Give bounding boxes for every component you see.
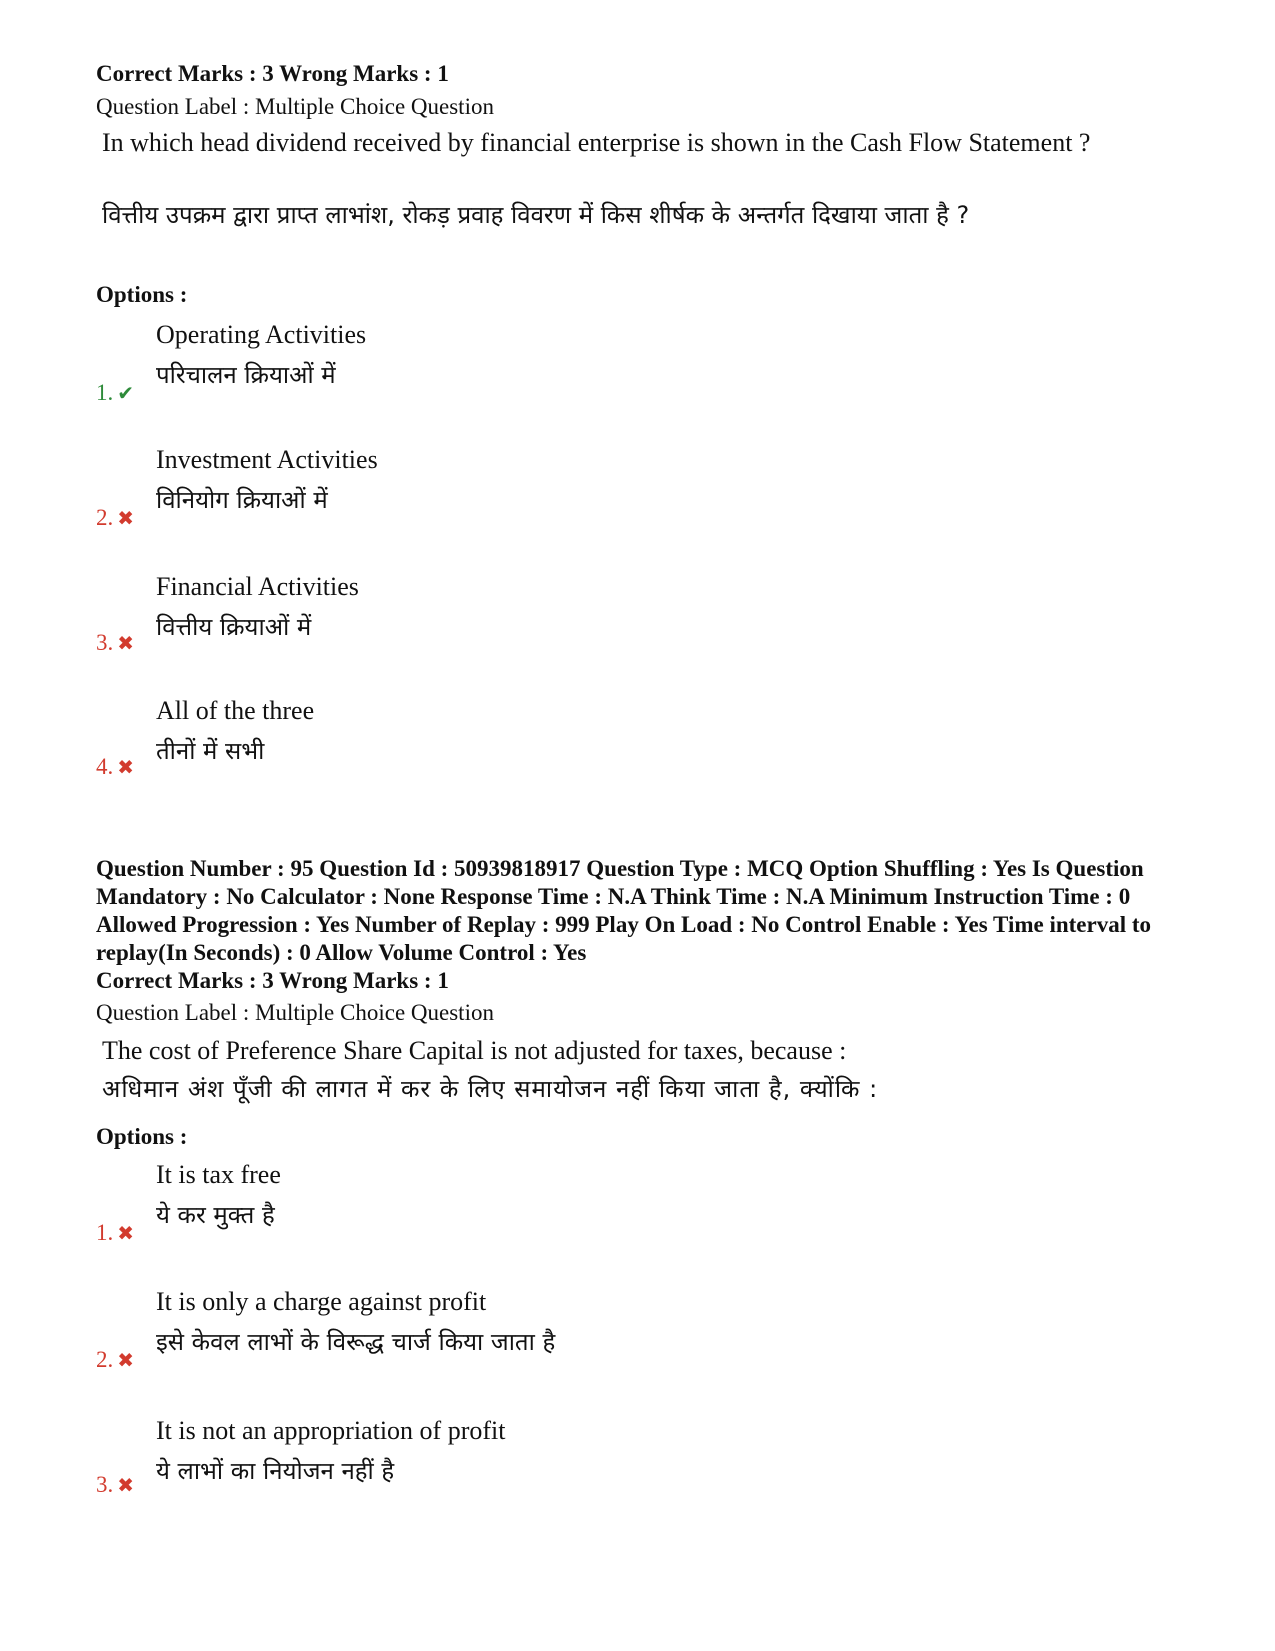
option-number: 1. ✖ (96, 1220, 135, 1245)
option-text-en: It is not an appropriation of profit (156, 1416, 506, 1445)
option-text-en: Operating Activities (156, 320, 367, 349)
q1-options-title: Options : (96, 282, 188, 307)
option-text-hi: परिचालन क्रियाओं में (156, 361, 336, 389)
cross-icon: ✖ (117, 1475, 135, 1497)
option-number: 4. ✖ (96, 754, 135, 779)
q1-option-1 (96, 320, 996, 430)
option-text-hi: विनियोग क्रियाओं में (156, 486, 328, 514)
option-text-en: Financial Activities (156, 572, 359, 601)
option-text-hi: ये लाभों का नियोजन नहीं है (156, 1457, 395, 1485)
option-text-en: It is tax free (156, 1160, 281, 1189)
option-number: 1. ✔ (96, 380, 135, 405)
q2-meta: Question Number : 95 Question Id : 50939818917 Question Type : MCQ Option Shuffling : Yes Is Question Mandatory : No Calculator : None Response Time : N.A Think Time : N.A Minimum Instruction Time : 0 Allowed Progression : Yes Number of Replay : 999 Play On Load : No Control Enable : Yes Time interval to replay(In Seconds) : 0 Allow Volume Control : Yes (96, 856, 1152, 965)
q1-option-4 (96, 696, 996, 806)
option-text-en: Investment Activities (156, 445, 378, 474)
cross-icon: ✖ (117, 757, 135, 779)
option-text-hi: वित्तीय क्रियाओं में (156, 613, 312, 641)
q2-marks: Correct Marks : 3 Wrong Marks : 1 (96, 968, 449, 993)
q1-label: Question Label : Multiple Choice Question (96, 94, 494, 119)
option-number: 2. ✖ (96, 1347, 135, 1372)
q2-text-hi: अधिमान अंश पूँजी की लागत में कर के लिए समायोजन नहीं किया जाता है, क्योंकि : (102, 1075, 879, 1103)
q2-option-2 (96, 1287, 996, 1397)
check-icon: ✔ (117, 383, 135, 405)
q1-text-en: In which head dividend received by financial enterprise is shown in the Cash Flow Statement ? (102, 128, 1091, 157)
option-number: 3. ✖ (96, 1472, 135, 1497)
option-text-hi: ये कर मुक्त है (156, 1201, 275, 1229)
q2-option-3 (96, 1416, 996, 1526)
q2-text-en: The cost of Preference Share Capital is not adjusted for taxes, because : (102, 1036, 847, 1065)
q2-options-title: Options : (96, 1124, 188, 1149)
cross-icon: ✖ (117, 1350, 135, 1372)
q1-option-2 (96, 445, 996, 555)
q1-option-3 (96, 572, 996, 682)
option-text-hi: इसे केवल लाभों के विरूद्ध चार्ज किया जाता है (156, 1328, 556, 1356)
cross-icon: ✖ (117, 1223, 135, 1245)
q2-option-1 (96, 1160, 996, 1270)
cross-icon: ✖ (117, 633, 135, 655)
option-text-en: All of the three (156, 696, 315, 725)
q1-marks: Correct Marks : 3 Wrong Marks : 1 (96, 61, 449, 86)
q1-text-hi: वित्तीय उपक्रम द्वारा प्राप्त लाभांश, रोकड़ प्रवाह विवरण में किस शीर्षक के अन्तर्गत दिखाया जाता है ? (102, 201, 970, 229)
option-number: 2. ✖ (96, 505, 135, 530)
option-text-hi: तीनों में सभी (156, 737, 265, 765)
option-number: 3. ✖ (96, 630, 135, 655)
cross-icon: ✖ (117, 508, 135, 530)
q2-label: Question Label : Multiple Choice Question (96, 1000, 494, 1025)
option-text-en: It is only a charge against profit (156, 1287, 487, 1316)
